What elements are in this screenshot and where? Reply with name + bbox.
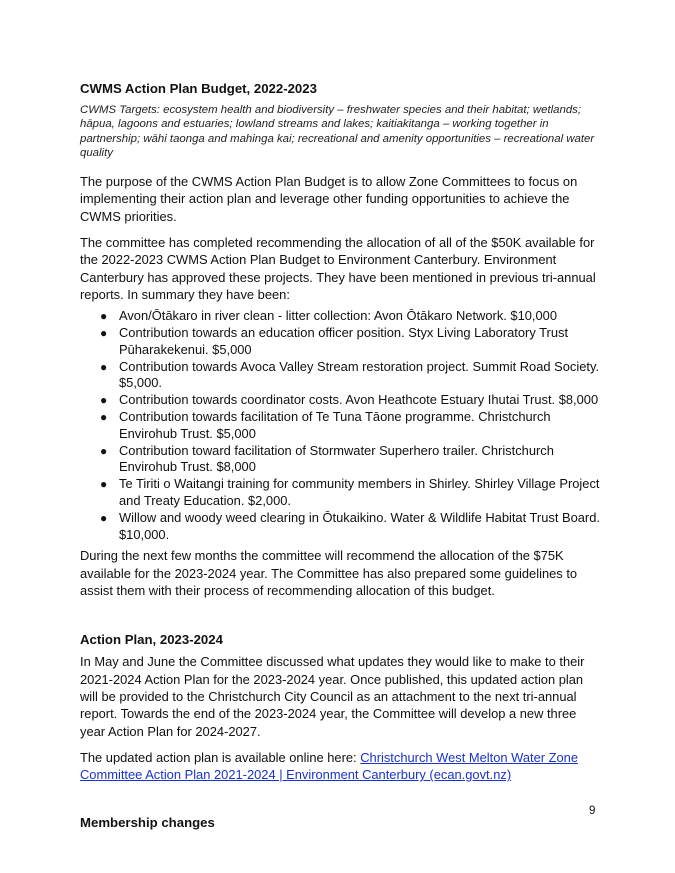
list-item: ● Contribution towards facilitation of Te Tuna Tāone programme. Christchurch Envirohub Trust. $5,000 — [100, 409, 551, 441]
bullet-icon: ● — [100, 410, 108, 425]
allocation-paragraph: The committee has completed recommending the allocation of all of the $50K available for the 2022-2023 CWMS Action Plan Budget to Environment Canterbury. Environment Canterbury has approved these projects. They have been mentioned in previous tri-annual reports. In summary they have been: — [80, 235, 596, 302]
project-list — [80, 308, 600, 543]
action-plan-link[interactable]: Christchurch West Melton Water Zone Committee Action Plan 2021-2024 | Environment Canterbury (ecan.govt.nz) — [80, 749, 578, 783]
bullet-icon: ● — [100, 477, 108, 492]
section-heading-cwms-budget: CWMS Action Plan Budget, 2022-2023 — [80, 81, 317, 96]
bullet-icon: ● — [100, 393, 108, 408]
online-link-paragraph: The updated action plan is available online here: Christchurch West Melton Water Zone Committee Action Plan 2021-2024 | Environment Canterbury (ecan.govt.nz) — [80, 749, 578, 783]
section-heading-membership: Membership changes — [80, 815, 215, 831]
section-heading-action-plan: Action Plan, 2023-2024 — [80, 632, 223, 648]
list-item: ● Contribution towards coordinator costs. Avon Heathcote Estuary Ihutai Trust. $8,000 — [100, 392, 599, 408]
list-item: ● Willow and woody weed clearing in Ōtukaikino. Water & Wildlife Habitat Trust Board. $10,000. — [100, 509, 600, 542]
action-plan-paragraph: In May and June the Committee discussed what updates they would like to make to their 2021-2024 Action Plan for the 2023-2024 year. Once published, this updated action plan will be provided to the Christchurch City Council as an attachment to the next tri-annual report. Towards the end of the 2023-2024 year, the Committee will develop a new three year Action Plan for 2024-2027. — [80, 654, 585, 739]
bullet-icon: ● — [100, 326, 108, 341]
bullet-icon: ● — [100, 510, 108, 525]
list-item: ● Contribution towards an education officer position. Styx Living Laboratory Trust Pūharakekenui. $5,000 — [100, 325, 569, 357]
bullet-icon: ● — [100, 359, 108, 374]
page-number: 9 — [589, 805, 596, 817]
document-page — [80, 80, 600, 831]
bullet-icon: ● — [100, 309, 108, 324]
bullet-icon: ● — [100, 443, 108, 458]
list-item: ● Avon/Ōtākaro in river clean - litter collection: Avon Ōtākaro Network. $10,000 — [100, 308, 558, 324]
list-item: ● Contribution towards Avoca Valley Stream restoration project. Summit Road Society. $5,000. — [100, 358, 600, 391]
cwms-targets-text: CWMS Targets: ecosystem health and biodiversity – freshwater species and their habitat; wetlands; hāpua, lagoons and estuaries; lowland streams and lakes; kaitiakitanga – working together in partnership; wāhi taonga and mahinga kai; recreational and amenity opportunities – recreational water quality — [80, 104, 595, 159]
list-item: ● Contribution toward facilitation of Stormwater Superhero trailer. Christchurch Envirohub Trust. $8,000 — [100, 442, 554, 475]
next-months-paragraph: During the next few months the committee will recommend the allocation of the $75K available for the 2023-2024 year. The Committee has also prepared some guidelines to assist them with their process of recommending allocation of this budget. — [80, 548, 578, 599]
list-item: ● Te Tiriti o Waitangi training for community members in Shirley. Shirley Village Project and Treaty Education. $2,000. — [100, 476, 600, 509]
purpose-paragraph: The purpose of the CWMS Action Plan Budget is to allow Zone Committees to focus on implementing their action plan and leverage other funding opportunities to achieve the CWMS priorities. — [80, 174, 578, 224]
